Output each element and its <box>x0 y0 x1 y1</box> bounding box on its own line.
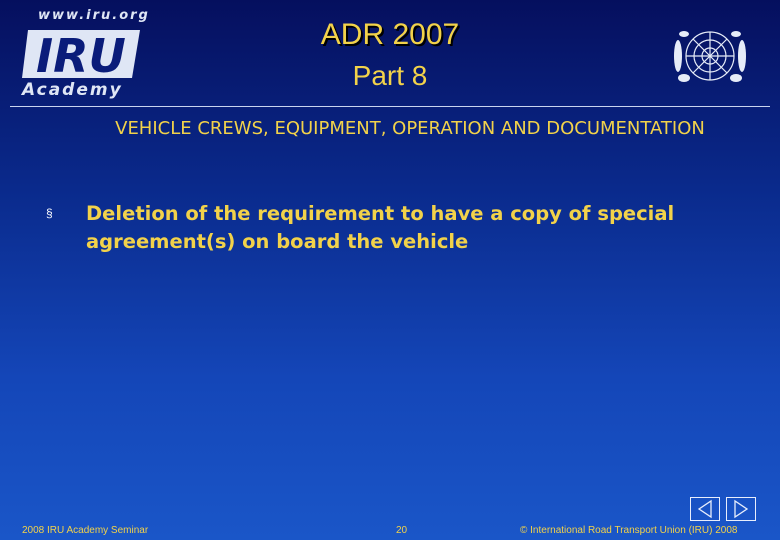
section-heading: VEHICLE CREWS, EQUIPMENT, OPERATION AND DOCUMENTATION <box>115 118 705 139</box>
bullet-item: Deletion of the requirement to have a copy of special agreement(s) on board the vehicle <box>86 202 675 253</box>
iru-logo-icon <box>22 28 142 80</box>
slide-subtitle-part: Part 8 <box>352 60 428 91</box>
logo-url-text: www.iru.org <box>38 8 150 23</box>
footer-copyright: © International Road Transport Union (IRU) 2008 <box>520 525 738 536</box>
next-slide-button[interactable] <box>726 497 756 521</box>
logo-academy-text: Academy <box>22 80 123 100</box>
iru-academy-logo <box>18 4 148 100</box>
bullet-marker: § <box>46 206 53 220</box>
un-emblem-icon <box>670 22 750 94</box>
footer-page-number: 20 <box>396 525 408 536</box>
header-divider <box>10 106 770 107</box>
next-slide-icon <box>727 498 755 520</box>
logo-brand-text: IRU <box>36 29 126 80</box>
slide-title: ADR 2007 <box>320 18 460 51</box>
previous-slide-icon <box>691 498 719 520</box>
footer-seminar: 2008 IRU Academy Seminar <box>22 525 149 536</box>
previous-slide-button[interactable] <box>690 497 720 521</box>
